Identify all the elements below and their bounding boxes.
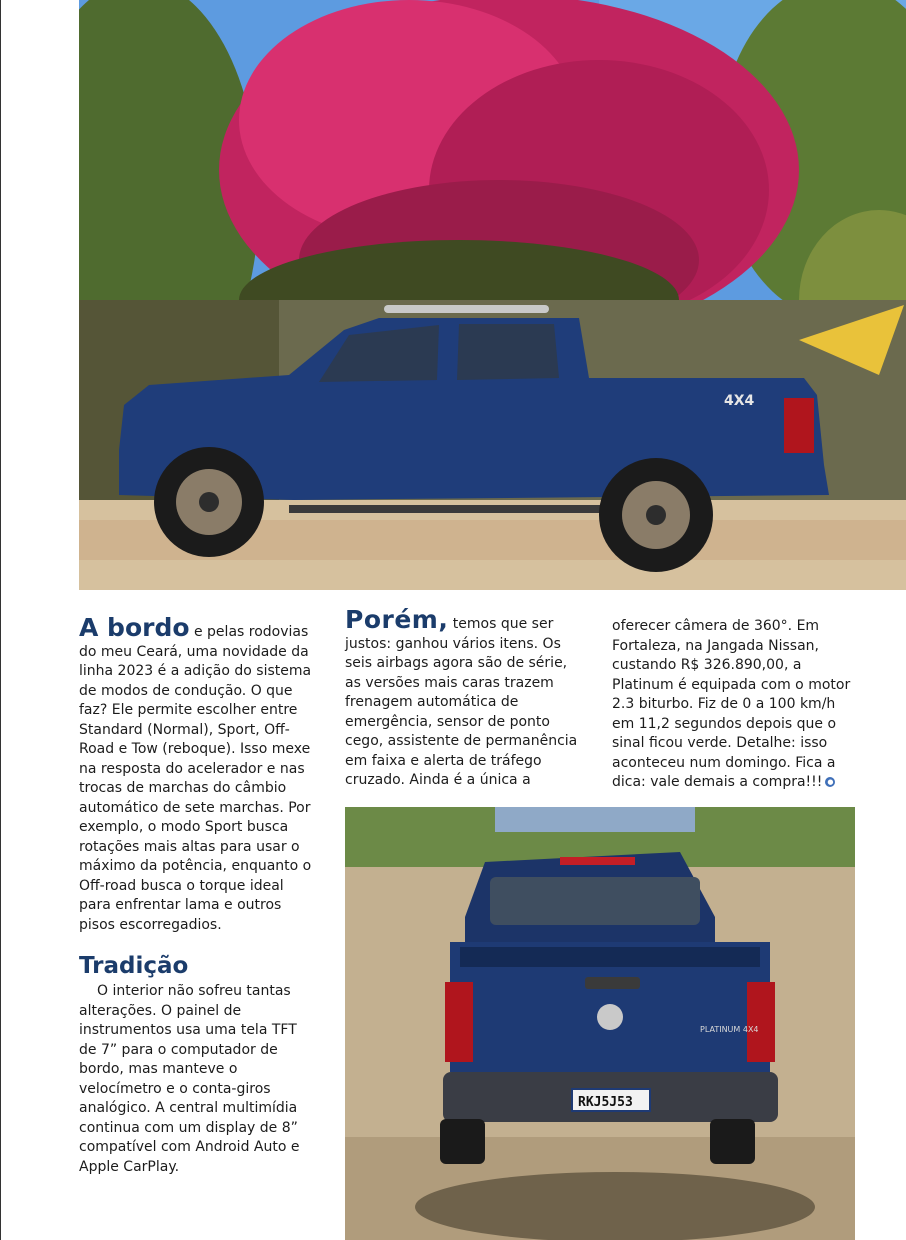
hero-4x4-badge: 4X4 (724, 393, 755, 409)
body-a-bordo: e pelas rodovias do meu Ceará, uma novidade da linha 2023 é a adição do sistema de modos de condução. O que faz? Ele permite escolher entre Standard (Normal), Sport, Off-Road e Tow (reboque). Isso mexe na resposta do acelerador e nas trocas de marchas do câmbio automático de sete marchas. Por exemplo, o modo Sport busca rotações mais altas para usar o máximo da potência, enquanto o Off-road busca o torque ideal para enfrentar lama e outros pisos escorregadios. (79, 624, 312, 933)
page-edge-rule (0, 0, 1, 1240)
hero-photo-truck-side (79, 0, 906, 590)
heading-tradicao: Tradição (79, 953, 189, 979)
rear-photo-truck (345, 807, 855, 1240)
end-of-article-icon: ● (827, 778, 834, 786)
section-porem (345, 605, 580, 791)
section-continuacao (612, 617, 860, 793)
body-continuacao: oferecer câmera de 360°. Em Fortaleza, na Jangada Nissan, custando R$ 326.890,00, a Platinum é equipada com o motor 2.3 biturbo. Fiz de 0 a 100 km/h em 11,2 segundos depois que o sinal ficou verde. Detalhe: isso aconteceu num domingo. Fica a dica: vale demais a compra!!! (612, 618, 851, 790)
section-tradicao (79, 982, 315, 1177)
lead-porem: Porém, (345, 605, 449, 634)
platinum-badge: PLATINUM 4X4 (700, 1025, 759, 1034)
body-tradicao: O interior não sofreu tantas alterações. O painel de instrumentos usa uma tela TFT de 7” para o computador de bordo, mas manteve o velocímetro e o conta-giros analógico. A central multimídia continua com um display de 8” compatível com Android Auto e Apple CarPlay. (79, 983, 300, 1175)
lead-a-bordo: A bordo (79, 613, 190, 642)
license-plate: RKJ5J53 (578, 1095, 633, 1110)
body-porem: temos que ser justos: ganhou vários itens. Os seis airbags agora são de série, as versões mais caras trazem frenagem automática de emergência, sensor de ponto cego, assistente de permanência em faixa e alerta de tráfego cruzado. Ainda é a única a (345, 616, 578, 788)
section-a-bordo (79, 613, 315, 935)
